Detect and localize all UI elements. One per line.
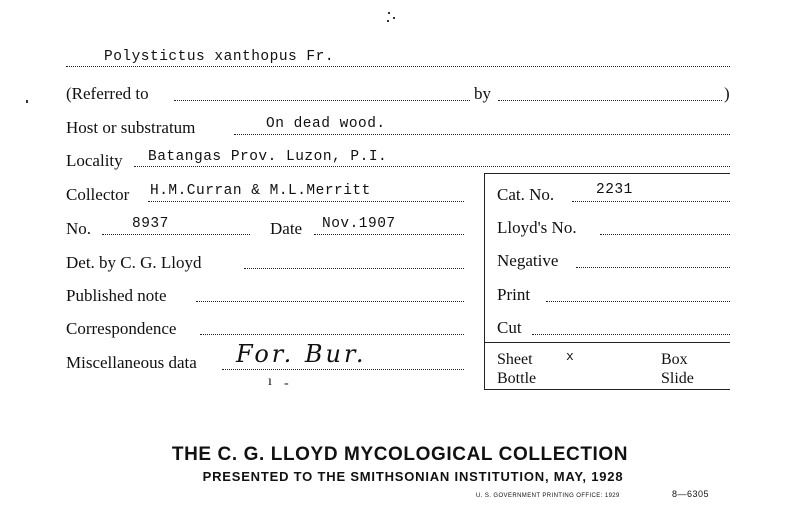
species-name: Polystictus xanthopus Fr. — [104, 49, 335, 65]
collector-line — [148, 201, 464, 202]
lloyds-no-label: Lloyd's No. — [497, 218, 577, 237]
locality-value: Batangas Prov. Luzon, P.I. — [148, 149, 388, 165]
negative-line — [576, 267, 730, 268]
cat-no-label: Cat. No. — [497, 185, 555, 204]
no-label: No. — [66, 219, 92, 238]
cat-no-line — [572, 201, 730, 202]
host-label: Host or substratum — [66, 118, 196, 137]
cat-no-value: 2231 — [596, 182, 633, 198]
sheet-mark: x — [566, 349, 575, 364]
misc-data-handwriting: For. Bur. — [236, 340, 367, 368]
print-label: Print — [497, 285, 531, 304]
by-label: by — [474, 84, 491, 103]
form-code: 8—6305 — [672, 489, 710, 499]
collection-title: THE C. G. LLOYD MYCOLOGICAL COLLECTION — [171, 444, 629, 465]
right-panel-top-rule — [484, 173, 730, 174]
det-label: Det. by C. G. Lloyd — [66, 253, 202, 272]
sheet-label: Sheet — [497, 351, 533, 368]
misc-data-label: Miscellaneous data — [66, 353, 197, 372]
referred-to-label: (Referred to — [66, 84, 149, 103]
speck — [393, 17, 395, 19]
cut-line — [532, 334, 730, 335]
right-panel-mid-rule — [484, 342, 730, 343]
no-line — [102, 234, 250, 235]
speck — [26, 100, 28, 103]
date-line — [314, 234, 464, 235]
host-line — [234, 134, 730, 135]
collection-subtitle: PRESENTED TO THE SMITHSONIAN INSTITUTION, MAY, 1928 — [202, 469, 624, 484]
locality-label: Locality — [66, 151, 123, 170]
close-paren: ) — [724, 84, 730, 103]
speck — [388, 12, 390, 14]
published-note-line — [196, 301, 464, 302]
published-note-label: Published note — [66, 286, 167, 305]
slide-label: Slide — [661, 370, 694, 387]
correspondence-label: Correspondence — [66, 319, 177, 338]
speck — [387, 20, 389, 22]
print-line — [546, 301, 730, 302]
date-label: Date — [270, 219, 303, 238]
lloyds-no-line — [600, 234, 730, 235]
no-value: 8937 — [132, 216, 169, 232]
negative-label: Negative — [497, 251, 559, 270]
by-line — [498, 100, 722, 101]
handwriting-mark: ı — [268, 374, 272, 389]
bottle-label: Bottle — [497, 370, 537, 387]
species-line — [66, 66, 730, 67]
box-label: Box — [661, 351, 688, 368]
cut-label: Cut — [497, 318, 522, 337]
handwriting-mark: - — [284, 376, 289, 391]
collector-value: H.M.Curran & M.L.Merritt — [150, 183, 371, 199]
host-value: On dead wood. — [266, 116, 386, 132]
misc-data-line — [222, 369, 464, 370]
locality-line — [134, 166, 730, 167]
referred-to-line — [174, 100, 470, 101]
det-line — [244, 268, 464, 269]
correspondence-line — [200, 334, 464, 335]
right-panel-bottom-rule — [484, 389, 730, 390]
printing-office-imprint: U. S. GOVERNMENT PRINTING OFFICE: 1929 — [476, 493, 620, 499]
right-panel-divider — [484, 173, 485, 389]
collector-label: Collector — [66, 185, 130, 204]
date-value: Nov.1907 — [322, 216, 396, 232]
